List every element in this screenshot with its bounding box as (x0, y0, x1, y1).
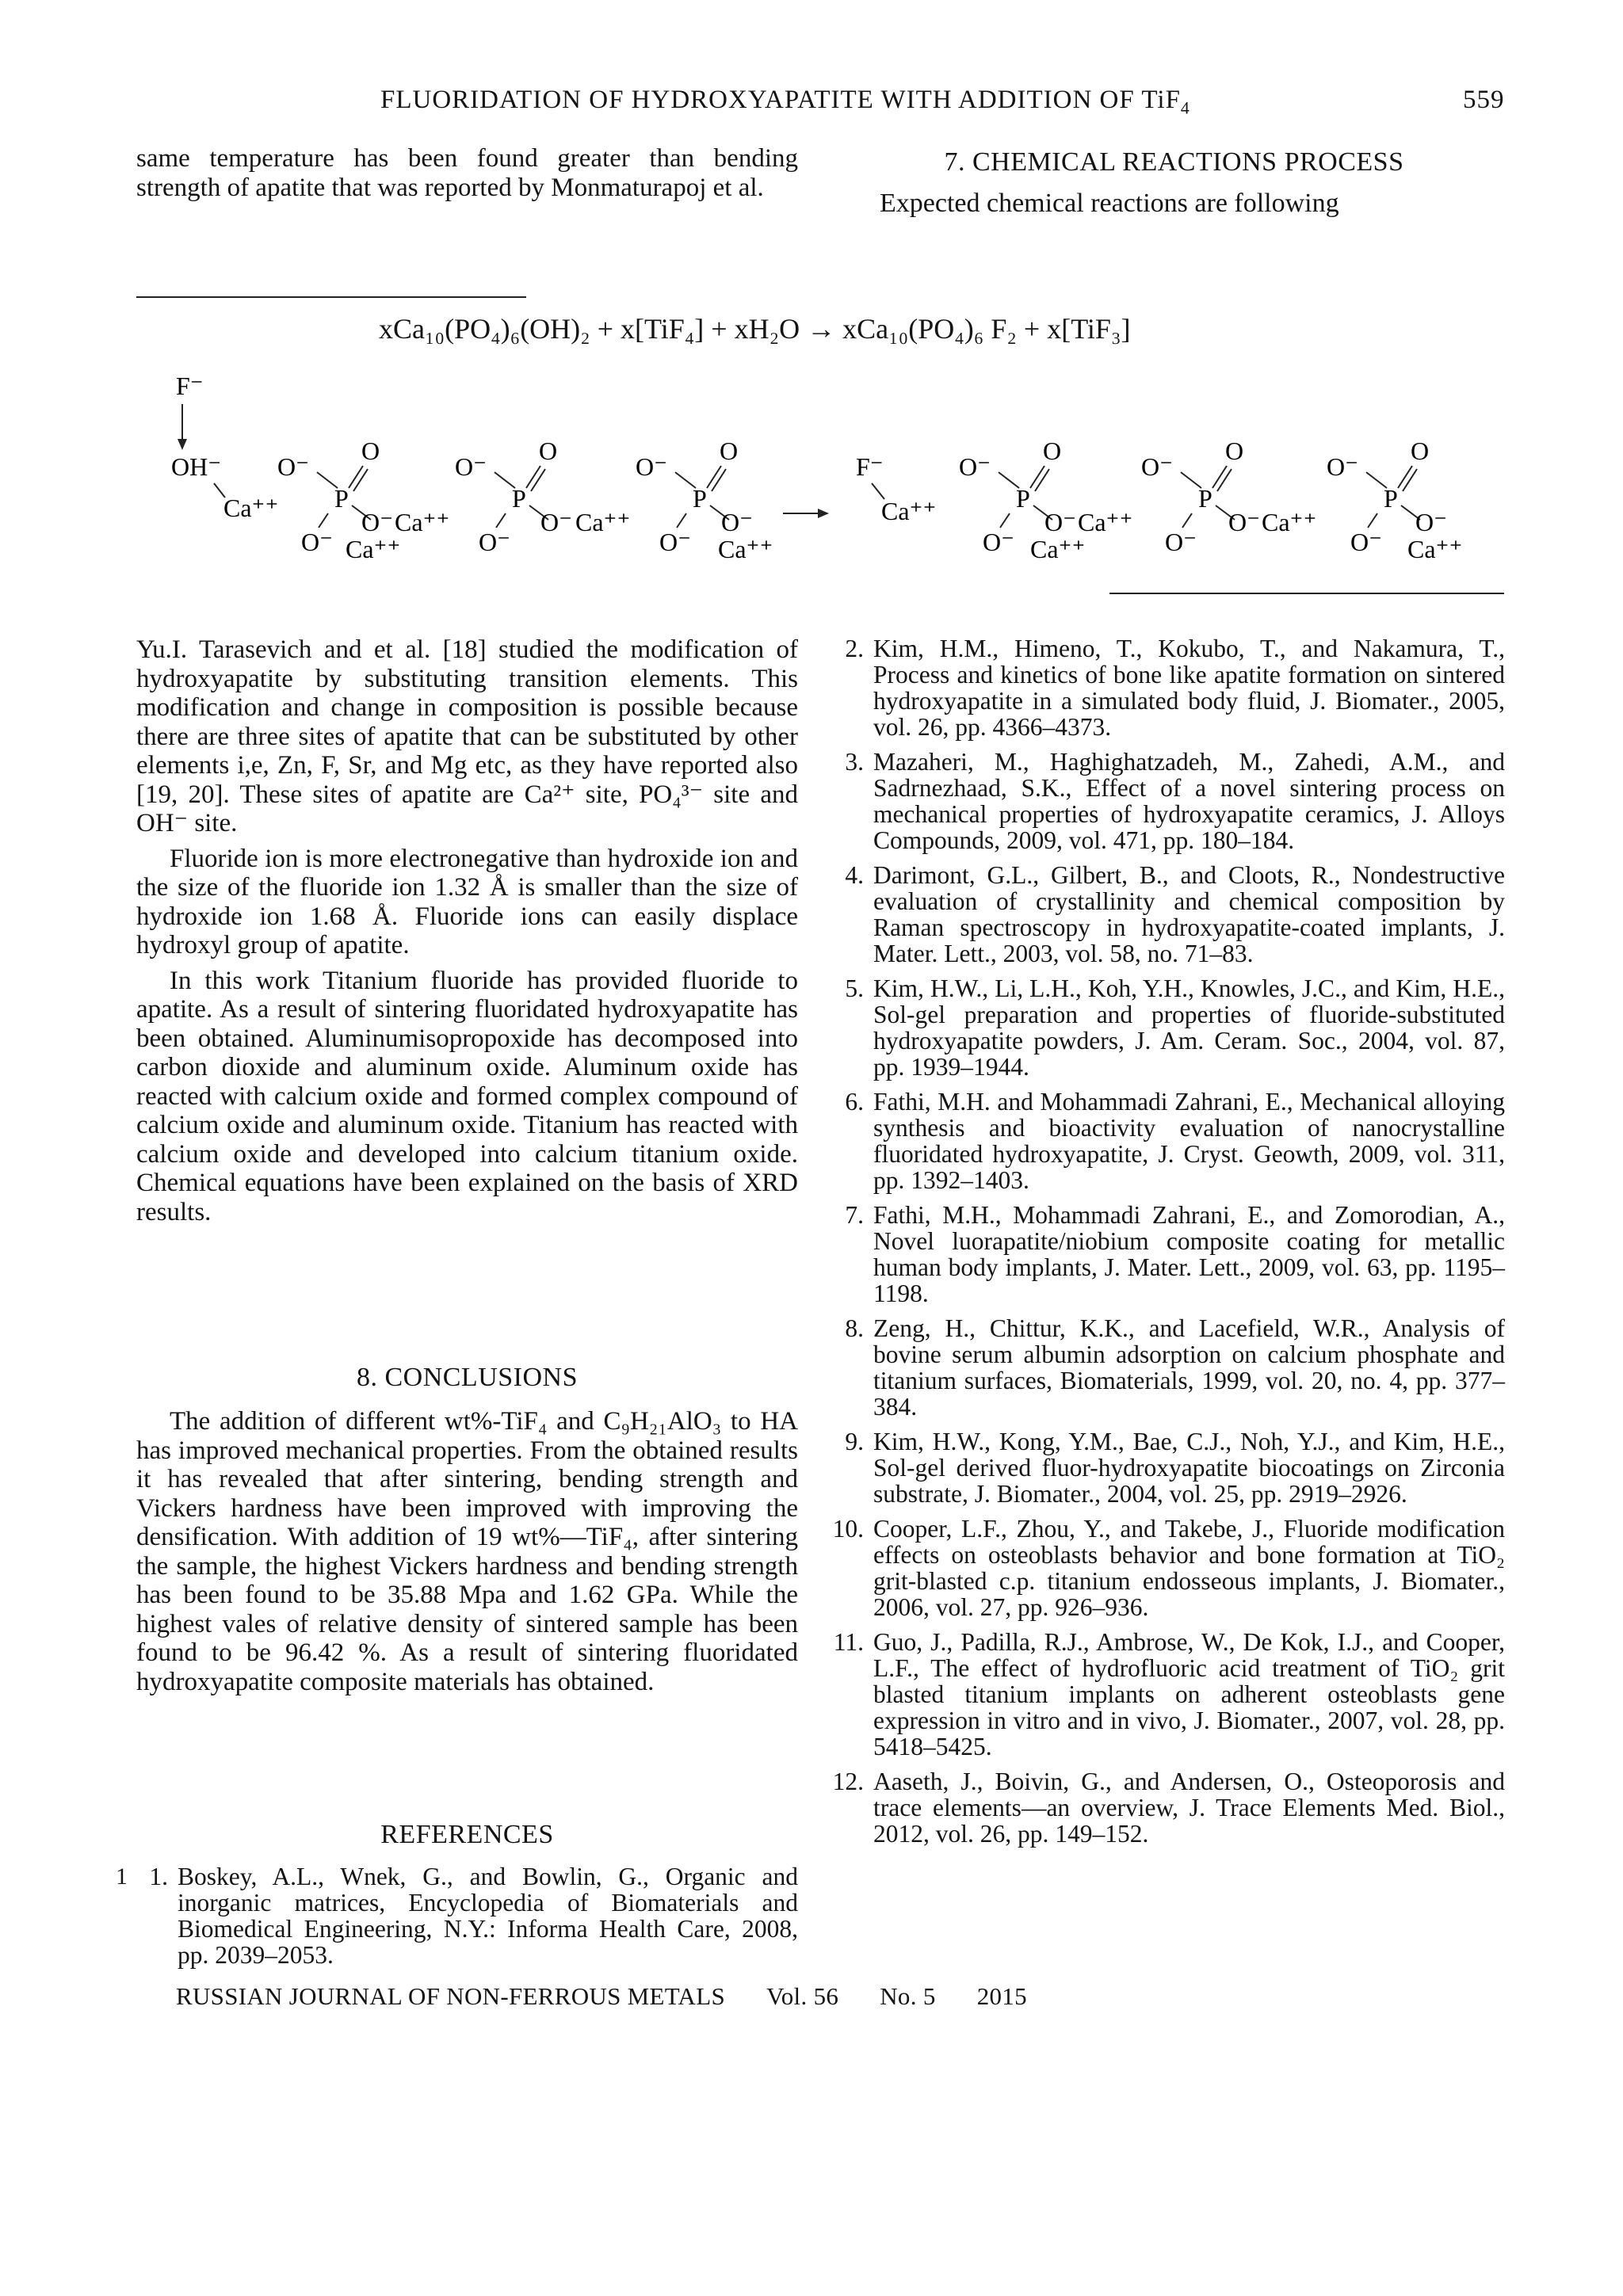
scheme-divider-rule (1109, 593, 1504, 594)
reference-item (832, 749, 1505, 853)
scheme-bond (1000, 513, 1010, 528)
running-title: FLUORIDATION OF HYDROXYAPATITE WITH ADDITION OF TiF$_4$ (380, 86, 1190, 118)
footer-journal: RUSSIAN JOURNAL OF NON-FERROUS METALS (176, 1982, 725, 2010)
reference-text: Kim, H.W., Kong, Y.M., Bae, C.J., Noh, Y.J., and Kim, H.E., Sol-gel derived fluor-hydroxyapatite biocoatings on Zirconia substrate, J. Biomater., 2004, vol. 25, pp. 2919–2926. (873, 1428, 1505, 1508)
reference-text: Guo, J., Padilla, R.J., Ambrose, W., De Kok, I.J., and Cooper, L.F., The effect of hydrofluoric acid treatment of TiO₂ grit blasted titanium implants on adherent osteoblasts gene expression in vitro and in vivo, J. Biomater., 2007, vol. 28, pp. 5418–5425. (873, 1628, 1505, 1760)
scheme-bond (1030, 466, 1044, 488)
reference-item (832, 635, 1505, 740)
equation-arrow: → (807, 313, 836, 345)
scheme-label-ca: Ca⁺⁺ (1407, 535, 1463, 563)
scheme-label-p: P (512, 484, 526, 513)
page-number: 559 (1463, 86, 1505, 114)
scheme-label-o-minus: O⁻ (1141, 452, 1173, 481)
continuation-text: same temperature has been found greater than bending strength of apatite that was reported by Monmaturapoj et al. (136, 144, 798, 202)
scheme-label-ca: Ca⁺⁺ (395, 508, 450, 536)
scheme-label-ca: Ca⁺⁺ (1078, 508, 1133, 536)
reference-text: Darimont, G.L., Gilbert, B., and Cloots, R., Nondestructive evaluation of crystallinity and chemical composition by Raman spectroscopy in hydroxyapatite-coated implants, J. Mater. Lett., 2003, vol. 58, no. 71–83. (873, 861, 1505, 967)
scheme-bond (712, 469, 726, 491)
scheme-bond (353, 469, 368, 491)
scheme-label-o-minus: O⁻ (959, 452, 991, 481)
reference-number: 12. (832, 1768, 864, 1795)
scheme-label-ca: Ca⁺⁺ (881, 497, 937, 525)
reference-item (832, 862, 1505, 967)
left-column-body (136, 635, 798, 1226)
equation-lhs: xCa₁₀(PO₄)₆(OH)₂ + x[TiF₄] + xH₂O (379, 313, 800, 345)
paragraph-substitution: Yu.I. Tarasevich and et al. [18] studied the modification of hydroxyapatite by substituting transition elements. This modification and change in composition is possible because there are three sites of apatite that can be substituted by other elements i,e, Zn, F, Sr, and Mg etc, as they have reported also [19, 20]. These sites of apatite are Ca²⁺ site, PO₄³⁻ site and OH⁻ site. (136, 635, 798, 837)
reference-item (832, 975, 1505, 1080)
reference-item (832, 1202, 1505, 1306)
paragraph-conclusions: The addition of different wt%-TiF₄ and C₉H₂₁AlO₃ to HA has improved mechanical properties. From the obtained results it has revealed that after sintering, bending strength and Vickers hardness have been improved with improving the densification. With addition of 19 wt%—TiF₄, after sintering the sample, the highest Vickers hardness and bending strength has been found to be 35.88 Mpa and 1.62 GPa. While the highest vales of relative density of sintered sample has been found to be 96.42 %. As a result of sintering fluoridated hydroxyapatite composite materials has obtained. (136, 1407, 798, 1696)
scheme-bond (677, 513, 686, 528)
scheme-label-ca: Ca⁺⁺ (1030, 535, 1086, 563)
scheme-bond (1212, 466, 1227, 488)
scheme-label-o-minus: O⁻ (361, 508, 393, 536)
scheme-label-o: O (1225, 437, 1244, 465)
column-divider-rule (136, 296, 526, 298)
scheme-fluoride-product: F⁻ (856, 452, 884, 481)
scheme-label-p: P (693, 484, 707, 513)
reference-number: 11. (833, 1628, 864, 1656)
scheme-hydroxyl: OH⁻ (171, 452, 222, 481)
scheme-bond (707, 466, 721, 488)
scheme-label-o-minus: O⁻ (301, 528, 333, 556)
scheme-bond (496, 513, 506, 528)
scheme-label-o-minus: O⁻ (1228, 508, 1260, 536)
scheme-bond (349, 466, 363, 488)
reference-number: 9. (845, 1428, 864, 1455)
reference-number: 6. (845, 1088, 864, 1116)
reference-number: 5. (845, 974, 864, 1002)
scheme-ca-1: Ca⁺⁺ (223, 494, 279, 522)
apatite-reaction-scheme (158, 372, 1522, 570)
scheme-bond (531, 469, 545, 491)
scheme-bond (1398, 466, 1412, 488)
scheme-label-o-minus: O⁻ (479, 528, 510, 556)
scheme-label-o-minus: O⁻ (1327, 452, 1358, 481)
reference-text: Kim, H.M., Himeno, T., Kokubo, T., and Nakamura, T., Process and kinetics of bone like apatite formation on sintered hydroxyapatite in a simulated body fluid, J. Biomater., 2005, vol. 26, pp. 4366–4373. (873, 635, 1505, 741)
reference-text: Mazaheri, M., Haghighatzadeh, M., Zahedi, A.M., and Sadrnezhaad, S.K., Effect of a novel sintering process on mechanical properties of hydroxyapatite ceramics, J. Alloys Compounds, 2009, vol. 471, pp. 180–184. (873, 748, 1505, 854)
scheme-label-o: O (361, 437, 380, 465)
reference-item (832, 1089, 1505, 1193)
paragraph-this-work: In this work Titanium fluoride has provided fluoride to apatite. As a result of sintering fluoridated hydroxyapatite has been obtained. Aluminumisopropoxide has decomposed into carbon dioxide and aluminum oxide. Aluminum oxide has reacted with calcium oxide and formed complex compound of calcium oxide and aluminum oxide. Titanium has reacted with calcium oxide and developed into calcium titanium oxide. Chemical equations have been explained on the basis of XRD results. (136, 966, 798, 1226)
conclusions-heading: 8. CONCLUSIONS (356, 1363, 579, 1392)
reference-item (832, 1768, 1505, 1847)
equation-rhs: xCa₁₀(PO₄)₆ F₂ + x[TiF₃] (842, 313, 1131, 345)
reference-item (832, 1428, 1505, 1507)
reference-text: Zeng, H., Chittur, K.K., and Lacefield, W.R., Analysis of bovine serum albumin adsorption on calcium phosphate and titanium surfaces, Biomaterials, 1999, vol. 20, no. 4, pp. 377–384. (873, 1314, 1505, 1421)
scheme-reaction-arrow-head (818, 509, 829, 518)
scheme-bond (1403, 469, 1417, 491)
reference-number: 1. (149, 1863, 168, 1890)
top-left-paragraph (136, 144, 798, 202)
scheme-label-p: P (334, 484, 349, 513)
reference-number: 7. (845, 1201, 864, 1229)
reference-item (832, 1516, 1505, 1620)
reference-item (136, 1863, 798, 1968)
scheme-label-ca: Ca⁺⁺ (575, 508, 631, 536)
reference-text: Kim, H.W., Li, L.H., Koh, Y.H., Knowles, J.C., and Kim, H.E., Sol-gel preparation and properties of fluoride-substituted hydroxyapatite powders, J. Am. Ceram. Soc., 2004, vol. 87, pp. 1939–1944. (873, 974, 1505, 1081)
scheme-label-o-minus: O⁻ (1044, 508, 1076, 536)
references-heading: REFERENCES (380, 1820, 554, 1849)
scheme-label-o-minus: O⁻ (455, 452, 487, 481)
reference-number: 8. (845, 1314, 864, 1342)
scheme-bond (1035, 469, 1049, 491)
scheme-label-o: O (1411, 437, 1430, 465)
section-7-heading: 7. CHEMICAL REACTIONS PROCESS (944, 147, 1404, 177)
scheme-label-o-minus: O⁻ (277, 452, 309, 481)
scheme-label-o: O (720, 437, 739, 465)
scheme-label-o-minus: O⁻ (721, 508, 753, 536)
reference-item (832, 1315, 1505, 1420)
scheme-label-p: P (1016, 484, 1030, 513)
scheme-label-o-minus: O⁻ (1415, 508, 1447, 536)
reference-text: Boskey, A.L., Wnek, G., and Bowlin, G., Organic and inorganic matrices, Encyclopedia of Biomaterials and Biomedical Engineering, N.Y.: Informa Health Care, 2008, pp. 2039–2053. (178, 1863, 798, 1969)
reference-item (832, 1629, 1505, 1760)
section-7-intro: Expected chemical reactions are following (880, 189, 1339, 218)
scheme-label-o-minus: O⁻ (540, 508, 572, 536)
scheme-bond (319, 513, 328, 528)
reference-text: Fathi, M.H., Mohammadi Zahrani, E., and Zomorodian, A., Novel luorapatite/niobium composite coating for metallic human body implants, J. Mater. Lett., 2009, vol. 63, pp. 1195–1198. (873, 1201, 1505, 1307)
scheme-down-arrow-head (178, 439, 187, 450)
reference-text: Fathi, M.H. and Mohammadi Zahrani, E., Mechanical alloying synthesis and bioactivity evaluation of nanocrystalline fluoridated hydroxyapatite, J. Cryst. Geowth, 2009, vol. 311, pp. 1392–1403. (873, 1088, 1505, 1194)
footer-volume: Vol. 56 (766, 1982, 839, 2010)
conclusions-body (136, 1407, 798, 1696)
references-right (832, 635, 1505, 1855)
footer-number: No. 5 (880, 1982, 936, 2010)
scheme-label-p: P (1198, 484, 1212, 513)
scheme-bond (1217, 469, 1232, 491)
scheme-label-o-minus: O⁻ (1165, 528, 1197, 556)
paragraph-fluoride-ion: Fluoride ion is more electronegative than hydroxide ion and the size of the fluoride ion 1.32 Å is smaller than the size of hydroxide ion 1.68 Å. Fluoride ions can easily displace hydroxyl group of apatite. (136, 844, 798, 959)
scheme-label-ca: Ca⁺⁺ (718, 535, 773, 563)
scheme-bond (1182, 513, 1192, 528)
reference-number: 4. (845, 861, 864, 889)
references-left (136, 1863, 798, 1977)
scheme-bond (1368, 513, 1377, 528)
footer-year: 2015 (976, 1982, 1027, 2010)
scheme-label-o: O (539, 437, 558, 465)
scheme-label-o-minus: O⁻ (983, 528, 1014, 556)
reference-number: 2. (845, 635, 864, 662)
scheme-label-ca: Ca⁺⁺ (1262, 508, 1317, 536)
reference-text: Cooper, L.F., Zhou, Y., and Takebe, J., Fluoride modification effects on osteoblasts behavior and bone formation at TiO₂ grit-blasted c.p. titanium endosseous implants, J. Biomater., 2006, vol. 27, pp. 926–936. (873, 1515, 1505, 1621)
scheme-label-o-minus: O⁻ (1350, 528, 1382, 556)
reaction-equation (379, 312, 1130, 345)
scheme-fluoride-top: F⁻ (176, 372, 204, 400)
scheme-label-o: O (1043, 437, 1062, 465)
scheme-label-o-minus: O⁻ (636, 452, 667, 481)
page-footer (176, 1982, 1027, 2011)
scheme-bond (526, 466, 540, 488)
scheme-label-p: P (1384, 484, 1398, 513)
scheme-label-o-minus: O⁻ (659, 528, 691, 556)
scheme-label-ca: Ca⁺⁺ (346, 535, 401, 563)
reference-number: 3. (845, 748, 864, 776)
margin-mark: 1 (116, 1863, 128, 1890)
reference-number: 10. (832, 1515, 864, 1543)
reference-text: Aaseth, J., Boivin, G., and Andersen, O., Osteoporosis and trace elements—an overview, J. Trace Elements Med. Biol., 2012, vol. 26, pp. 149–152. (873, 1768, 1505, 1848)
